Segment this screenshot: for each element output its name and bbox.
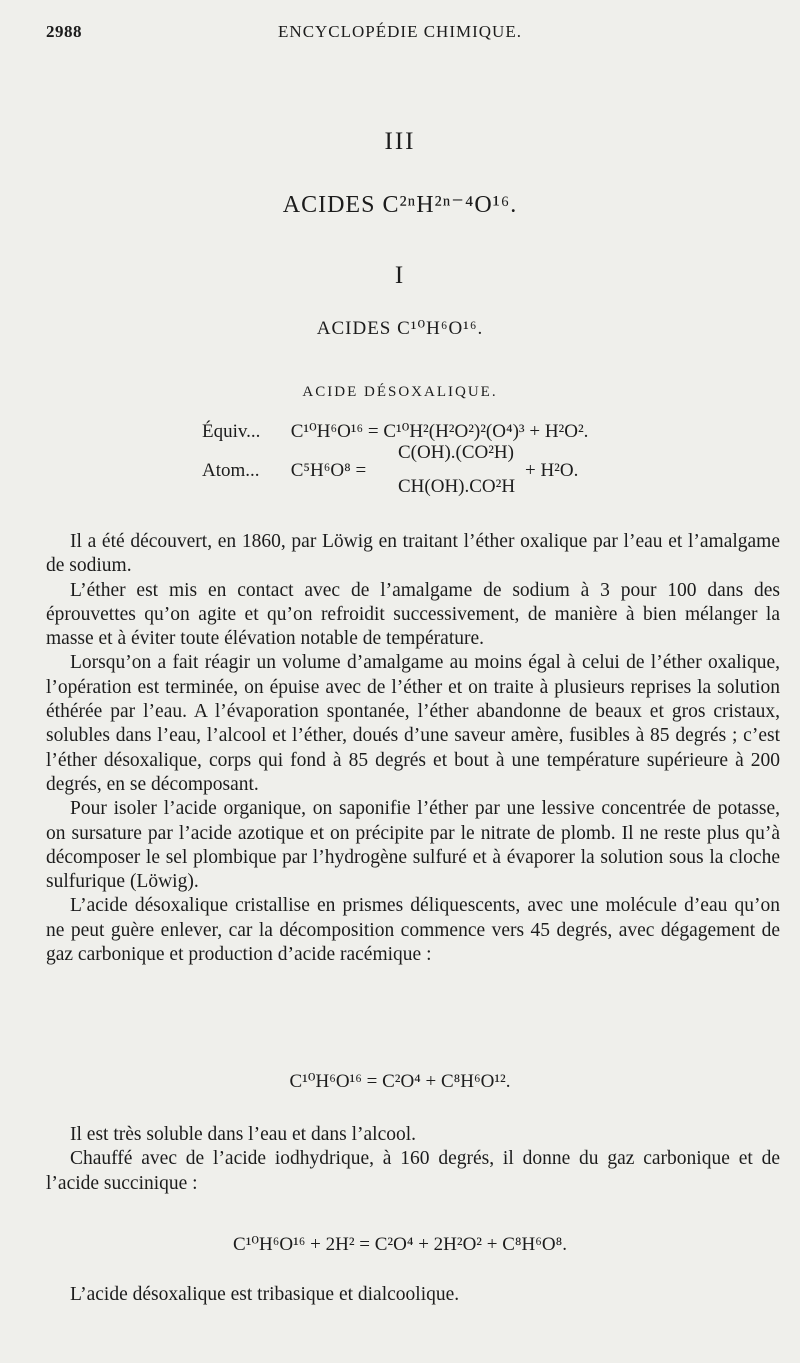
equation-racemic: C¹⁰H⁶O¹⁶ = C²O⁴ + C⁸H⁶O¹². [289, 1071, 511, 1092]
atom-formula-row [202, 460, 366, 482]
paragraph: L’éther est mis en contact avec de l’amalgame de sodium à 3 pour 100 dans des éprouvettes qu’on agite et qu’on refroidit successivement, de manière à bien mélanger la masse et à éviter toute élévation notable de température. [46, 579, 780, 650]
subsection-title: ACIDES C¹⁰H⁶O¹⁶. [316, 318, 484, 339]
equation-succinic: C¹⁰H⁶O¹⁶ + 2H² = C²O⁴ + 2H²O² + C⁸H⁶O⁸. [233, 1234, 567, 1255]
paragraph: Chauffé avec de l’acide iodhydrique, à 160 degrés, il donne du gaz carbonique et de l’acide succinique : [46, 1148, 780, 1194]
paragraph: Lorsqu’on a fait réagir un volume d’amalgame au moins égal à celui de l’éther oxalique, l’opération est terminée, on épuise avec de l’éther et on traite à plusieurs reprises la solution éthérée par l’eau. A l’évaporation spontanée, l’éther abandonne de beaux et gros cristaux, solubles dans l’eau, l’alcool et l’éther, doués d’une saveur amère, fusibles à 85 degrés ; c’est l’éther désoxalique, corps qui fond à 85 degrés et bout à une température supérieure à 200 degrés, en se décomposant. [46, 652, 780, 795]
page-number: 2988 [46, 22, 82, 41]
paragraph: Il est très soluble dans l’eau et dans l’alcool. [70, 1124, 417, 1145]
atom-bottom: CH(OH).CO²H [398, 476, 516, 497]
atom-right: + H²O. [525, 460, 579, 481]
section-title: ACIDES C²ⁿH²ⁿ⁻⁴O¹⁶. [282, 192, 518, 218]
compound-heading: ACIDE DÉSOXALIQUE. [302, 384, 498, 400]
part-number: III [384, 128, 416, 155]
body-text-block-3 [46, 1283, 780, 1307]
paragraph: L’acide désoxalique est tribasique et dialcoolique. [70, 1284, 460, 1305]
paragraph: Pour isoler l’acide organique, on saponifie l’éther par une lessive concentrée de potasse, on sursature par l’acide azotique et on précipite par le nitrate de plomb. Il ne reste plus qu’à décomposer le sel plombique par l’hydrogène sulfuré et à évaporer la solution sous la cloche sulfurique (Löwig). [46, 798, 780, 893]
atom-left: C⁵H⁶O⁸ = [290, 460, 367, 481]
body-text-block-2 [46, 1123, 780, 1196]
atom-label: Atom... [202, 460, 260, 481]
paragraph: Il a été découvert, en 1860, par Löwig en traitant l’éther oxalique par l’eau et l’amalgame de sodium. [46, 531, 780, 577]
paragraph: L’acide désoxalique cristallise en prismes déliquescents, avec une molécule d’eau qu’on ne peut guère enlever, car la décomposition commence vers 45 degrés, avec dégagement de gaz carbonique et production d’acide racémique : [46, 895, 780, 966]
equiv-label: Équiv... [202, 421, 261, 442]
atom-top: C(OH).(CO²H) [398, 442, 514, 463]
body-text-block-1 [46, 530, 780, 967]
running-head: ENCYCLOPÉDIE CHIMIQUE. [278, 22, 522, 41]
page-header [46, 22, 754, 46]
subsection-number: I [394, 262, 406, 289]
equiv-formula-row [202, 420, 588, 443]
equiv-formula: C¹⁰H⁶O¹⁶ = C¹⁰H²(H²O²)²(O⁴)³ + H²O². [290, 421, 589, 442]
